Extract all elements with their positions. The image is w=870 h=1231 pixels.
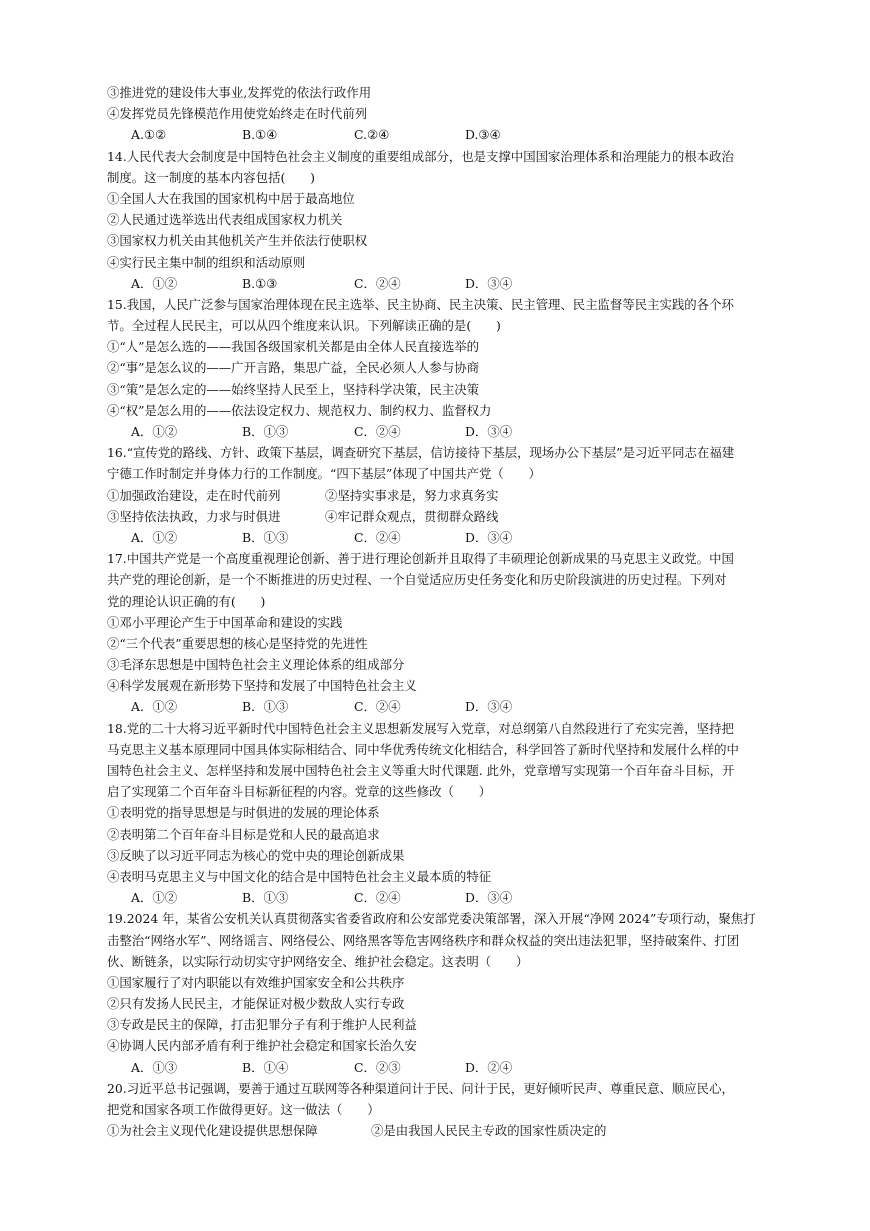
option-a[interactable]: A.①② (131, 127, 167, 143)
option-c[interactable]: C．②③ (354, 1059, 401, 1075)
statement-4: ④实行民主集中制的组织和活动原则 (107, 254, 306, 270)
statement-1: ①“人”是怎么选的——我国各级国家机关都是由全体人民直接选举的 (107, 339, 479, 355)
options-row (107, 887, 767, 908)
question-stem: 19.2024 年，某省公安机关认真贯彻落实省委省政府和公安部党委决策部署，深入开展“净网 2024”专项行动，聚焦打 (107, 911, 756, 927)
option-d[interactable]: D．③④ (465, 699, 513, 715)
options-row (107, 696, 767, 717)
question-stem: 共产党的理论创新，是一个不断推进的历史过程、一个自觉适应历史任务变化和历史阶段演进的历史过程。下列对 (107, 572, 727, 588)
options-row (107, 1057, 767, 1078)
statement-3: ③反映了以习近平同志为核心的党中央的理论创新成果 (107, 847, 405, 863)
statement-4: ④科学发展观在新形势下坚持和发展了中国特色社会主义 (107, 678, 417, 694)
option-b[interactable]: B．①④ (242, 1059, 289, 1075)
option-a[interactable]: A．①② (131, 424, 178, 439)
statement-2: ②是由我国人民民主专政的国家性质决定的 (371, 1123, 607, 1139)
options-row (107, 124, 767, 145)
statement-1: ①全国人大在我国的国家机构中居于最高地位 (107, 190, 355, 206)
option-b[interactable]: B.①④ (242, 127, 278, 143)
option-c[interactable]: C．②④ (354, 699, 401, 715)
option-d[interactable]: D．③④ (465, 529, 513, 545)
option-d[interactable]: D．③④ (465, 424, 513, 439)
statement-4: ④牢记群众观点，贯彻群众路线 (325, 508, 499, 524)
question-stem: 14.人民代表大会制度是中国特色社会主义制度的重要组成部分，也是支撑中国国家治理体系和治理能力的根本政治 (107, 148, 734, 164)
question-17 (107, 548, 767, 718)
option-a[interactable]: A．①② (131, 699, 178, 715)
statement-3: ③专政是民主的保障，打击犯罪分子有利于维护人民利益 (107, 1017, 417, 1033)
statement-3: ③毛泽东思想是中国特色社会主义理论体系的组成部分 (107, 657, 405, 673)
question-stem: 击整治“网络水军”、网络谣言、网络侵公、网络黑客等危害网络秩序和群众权益的突出违法犯罪，坚持破案件、打团 (107, 932, 740, 948)
statement-2: ②表明第二个百年奋斗目标是党和人民的最高追求 (107, 826, 380, 842)
question-stem: 18.党的二十大将习近平新时代中国特色社会主义思想新发展写入党章，对总纲第八自然段进行了充实完善，坚持把 (107, 720, 734, 736)
option-d[interactable]: D．③④ (465, 890, 513, 906)
options-row (107, 527, 767, 548)
option-b[interactable]: B．①③ (242, 529, 289, 545)
question-18 (107, 718, 767, 909)
question-stem: 15.我国，人民广泛参与国家治理体现在民主选举、民主协商、民主决策、民主管理、民主监督等民主实践的各个环 (107, 296, 734, 312)
option-c[interactable]: C.②④ (354, 127, 390, 143)
question-14 (107, 146, 767, 294)
question-stem: 节。全过程人民民主，可以从四个维度来认识。下列解读正确的是( ) (107, 318, 501, 334)
statement-2: ②坚持实事求是，努力求真务实 (325, 487, 499, 503)
option-a[interactable]: A．①③ (131, 1059, 178, 1075)
statement-pair (107, 506, 767, 527)
statement-4: ④协调人民内部矛盾有利于维护社会稳定和国家长治久安 (107, 1038, 417, 1054)
statement-pair (107, 485, 767, 506)
question-stem: 制度。这一制度的基本内容包括( ) (107, 169, 315, 185)
statement-2: ②“事”是怎么议的——广开言路，集思广益，全民必须人人参与协商 (107, 360, 479, 376)
options-row (107, 273, 767, 294)
question-16 (107, 442, 767, 548)
question-stem: 20.习近平总书记强调，要善于通过互联网等各种渠道问计于民、问计于民，更好倾听民声、尊重民意、顺应民心， (107, 1080, 734, 1096)
option-d[interactable]: D.③④ (465, 127, 501, 143)
statement-1: ①邓小平理论产生于中国革命和建设的实践 (107, 614, 343, 630)
question-stem: 伙、断链条，以实际行动切实守护网络安全、维护社会稳定。这表明（ ） (107, 953, 529, 969)
statement-3: ③推进党的建设伟大事业,发挥党的依法行政作用 (107, 85, 372, 100)
exam-page (107, 82, 767, 1141)
question-20 (107, 1078, 767, 1142)
statement-1: ①国家履行了对内职能以有效维护国家安全和公共秩序 (107, 974, 405, 990)
question-stem: 把党和国家各项工作做得更好。这一做法（ ） (107, 1102, 380, 1117)
option-a[interactable]: A．①② (131, 529, 178, 545)
statement-1: ①为社会主义现代化建设提供思想保障 (107, 1123, 318, 1139)
question-15 (107, 294, 767, 442)
option-a[interactable]: A．①② (131, 275, 178, 291)
option-c[interactable]: C．②④ (354, 890, 401, 906)
question-stem: 国特色社会主义、怎样坚持和发展中国特色社会主义等重大时代课题. 此外，党章增写实现第一个百年奋斗目标，开 (107, 763, 735, 778)
question-19 (107, 908, 767, 1078)
statement-1: ①加强政治建设，走在时代前列 (107, 487, 281, 503)
statement-2: ②人民通过选举选出代表组成国家权力机关 (107, 212, 343, 228)
statement-2: ②“三个代表”重要思想的核心是坚持党的先进性 (107, 635, 368, 651)
statement-4: ④“权”是怎么用的——依法设定权力、规范权力、制约权力、监督权力 (107, 402, 492, 418)
statement-2: ②只有发扬人民民主，才能保证对极少数敌人实行专政 (107, 996, 405, 1012)
option-a[interactable]: A．①② (131, 890, 178, 906)
option-b[interactable]: B．①③ (242, 890, 289, 906)
option-d[interactable]: D．②④ (465, 1059, 513, 1075)
statement-pair (107, 1120, 767, 1141)
option-b[interactable]: B．①③ (242, 699, 289, 715)
question-stem: 17.中国共产党是一个高度重视理论创新、善于进行理论创新并且取得了丰硕理论创新成果的马克思主义政党。中国 (107, 551, 734, 567)
question-stem: 马克思主义基本原理同中国具体实际相结合、同中华优秀传统文化相结合，科学回答了新时代坚持和发展什么样的中 (107, 741, 739, 757)
option-c[interactable]: C．②④ (354, 275, 401, 291)
statement-3: ③“策”是怎么定的——始终坚持人民至上，坚持科学决策，民主决策 (107, 381, 479, 397)
statement-3: ③国家权力机关由其他机关产生并依法行使职权 (107, 233, 368, 249)
question-stem: 宁德工作时制定并身体力行的工作制度。“四下基层”体现了中国共产党（ ） (107, 466, 541, 482)
statement-4: ④发挥党员先锋模范作用使党始终走在时代前列 (107, 106, 368, 122)
options-row (107, 421, 767, 442)
statement-4: ④表明马克思主义与中国文化的结合是中国特色社会主义最本质的特征 (107, 868, 492, 884)
statement-3: ③坚持依法执政，力求与时俱进 (107, 508, 281, 524)
option-b[interactable]: B.①③ (242, 275, 278, 291)
option-b[interactable]: B．①③ (242, 424, 289, 439)
option-d[interactable]: D．③④ (465, 275, 513, 291)
option-c[interactable]: C．②④ (354, 424, 401, 439)
option-c[interactable]: C．②④ (354, 529, 401, 545)
question-stem: 启了实现第二个百年奋斗目标新征程的内容。党章的这些修改（ ） (107, 784, 492, 800)
question-stem: 党的理论认识正确的有( ) (107, 593, 266, 609)
statement-1: ①表明党的指导思想是与时俱进的发展的理论体系 (107, 805, 380, 821)
question-stem: 16.“宣传党的路线、方针、政策下基层，调查研究下基层，信访接待下基层，现场办公下基层”是习近平同志在福建 (107, 445, 735, 461)
